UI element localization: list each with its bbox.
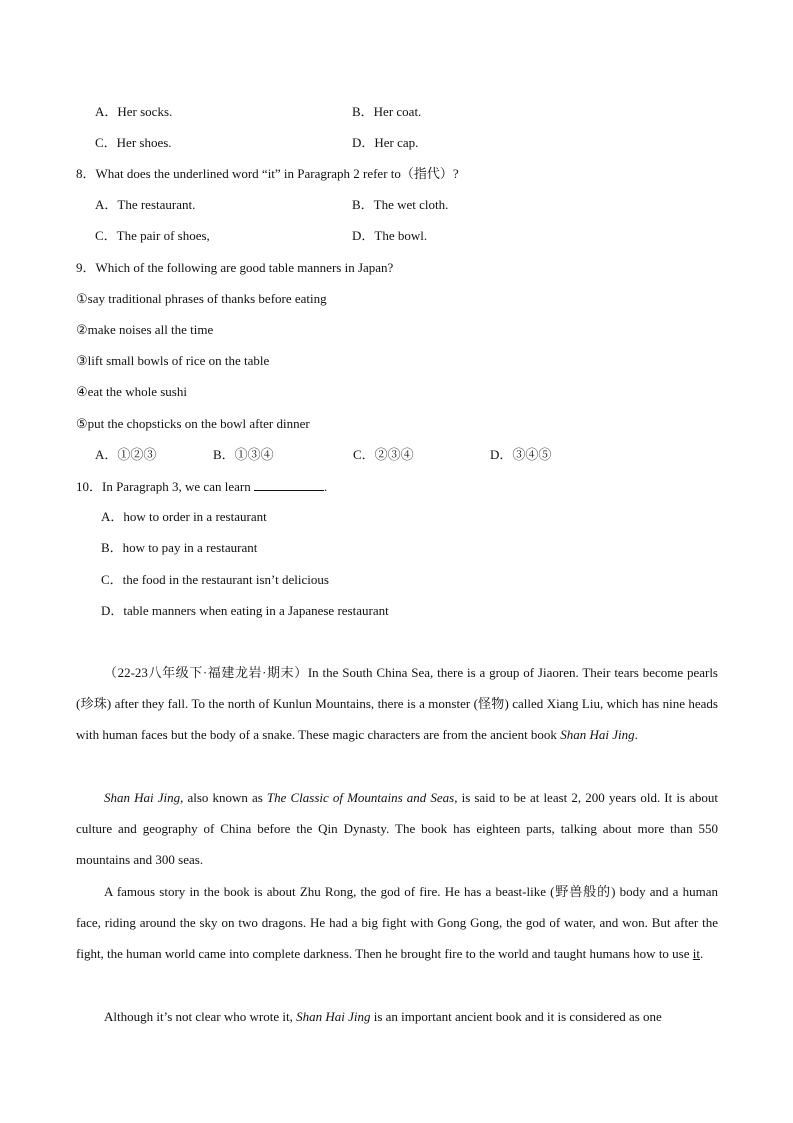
q8-option-d: D．The bowl.: [352, 228, 428, 243]
q9-item-3: ③lift small bowls of rice on the table: [76, 353, 270, 368]
q10-answer-blank: [254, 478, 324, 491]
passage-p2-book-title: Shan Hai Jing: [104, 790, 181, 805]
passage-p1-end: .: [634, 727, 638, 742]
passage-p1-book-title: Shan Hai Jing: [560, 727, 635, 742]
passage-p2-rest: , is said to be at least 2, 200 years old. It is about culture and geography of China before the Qin Dynasty. The book has eighteen parts, talking about more than 550 mountains and 300 seas.: [76, 790, 718, 867]
q9-stem: 9．Which of the following are good table manners in Japan?: [76, 260, 394, 275]
q9-option-a: A．①②③: [95, 447, 157, 462]
passage-p3-text: A famous story in the book is about Zhu Rong, the god of fire. He has a beast-like (野兽般的) body and a human face, riding around the sky on two dragons. He had a big fight with Gong Gong, the god of water, and won. But after the fight, the human world came into complete darkness. Then he brought fire to the world and taught humans how to use: [76, 884, 718, 961]
q10-option-d: D．table manners when eating in a Japanese restaurant: [101, 603, 389, 618]
passage-p4-start: Although it’s not clear who wrote it,: [104, 1009, 297, 1024]
q7-option-c: C．Her shoes.: [95, 135, 172, 150]
q9-option-c: C．②③④: [353, 447, 414, 462]
passage-p2-english-title: The Classic of Mountains and Seas: [266, 790, 455, 805]
q10-option-b: B．how to pay in a restaurant: [101, 540, 258, 555]
q10-stem-text: 10．In Paragraph 3, we can learn: [76, 479, 251, 494]
q8-option-a: A．The restaurant.: [95, 197, 196, 212]
q10-option-a: A．how to order in a restaurant: [101, 509, 267, 524]
q9-item-4: ④eat the whole sushi: [76, 384, 187, 399]
passage-p2-mid: , also known as: [180, 790, 267, 805]
q7-option-b: B．Her coat.: [352, 104, 422, 119]
q10-stem-end: .: [323, 479, 328, 494]
passage-paragraph-4: [76, 1001, 718, 1032]
q8-option-b: B．The wet cloth.: [352, 197, 449, 212]
passage-p1-text: （22-23八年级下·福建龙岩·期末）In the South China Sea, there is a group of Jiaoren. Their tears become pearls (珍珠) after they fall. To the north of Kunlun Mountains, there is a monster (怪物) called Xiang Liu, which has nine heads with human faces but the body of a snake. These magic characters are from the ancient book: [76, 665, 718, 742]
passage-p4-rest: is an important ancient book and it is considered as one: [370, 1009, 662, 1024]
q8-stem: 8．What does the underlined word “it” in Paragraph 2 refer to（指代）?: [76, 166, 459, 181]
q9-option-b: B．①③④: [213, 447, 274, 462]
q9-item-1: ①say traditional phrases of thanks before eating: [76, 291, 327, 306]
q7-option-a: A．Her socks.: [95, 104, 173, 119]
passage-paragraph-2: [76, 782, 718, 875]
q9-item-2: ②make noises all the time: [76, 322, 214, 337]
passage-p3-underlined-it: it: [692, 946, 700, 961]
q8-option-c: C．The pair of shoes,: [95, 228, 210, 243]
q9-option-d: D．③④⑤: [490, 447, 552, 462]
q7-option-d: D．Her cap.: [352, 135, 419, 150]
passage-paragraph-1: [76, 657, 718, 750]
q10-option-c: C．the food in the restaurant isn’t delicious: [101, 572, 329, 587]
passage-p4-book-title: Shan Hai Jing: [296, 1009, 371, 1024]
q9-item-5: ⑤put the chopsticks on the bowl after dinner: [76, 416, 310, 431]
q10-stem: [76, 478, 327, 495]
passage-p3-end: .: [700, 946, 704, 961]
passage-paragraph-3: [76, 876, 718, 969]
